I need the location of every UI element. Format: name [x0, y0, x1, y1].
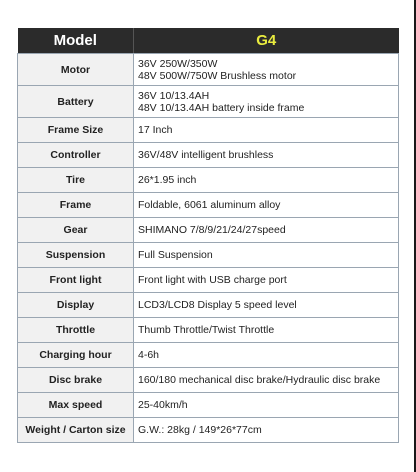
- table-row: [18, 218, 399, 243]
- table-row: [18, 118, 399, 143]
- row-value: [134, 118, 399, 143]
- row-value-line: SHIMANO 7/8/9/21/24/27speed: [138, 224, 286, 236]
- row-value-line: 160/180 mechanical disc brake/Hydraulic disc brake: [138, 374, 381, 386]
- row-value-line: 36V 10/13.4AH: [138, 89, 210, 102]
- row-value-line: Foldable, 6061 aluminum alloy: [138, 199, 281, 211]
- row-value: [134, 343, 399, 368]
- row-label: Suspension: [18, 243, 134, 268]
- row-label: Frame: [18, 193, 134, 218]
- row-label: Controller: [18, 143, 134, 168]
- row-value: [134, 368, 399, 393]
- table-row: [18, 193, 399, 218]
- table-row: [18, 268, 399, 293]
- row-value-line: Full Suspension: [138, 249, 213, 261]
- row-label: Gear: [18, 218, 134, 243]
- row-value-line: 48V 10/13.4AH battery inside frame: [138, 101, 305, 114]
- header-model-value: G4: [134, 28, 399, 54]
- row-value-line: G.W.: 28kg / 149*26*77cm: [138, 424, 262, 436]
- row-value: [134, 393, 399, 418]
- row-label: Weight / Carton size: [18, 418, 134, 443]
- header-model-label: Model: [18, 28, 134, 54]
- row-value: [134, 218, 399, 243]
- row-value-line: Front light with USB charge port: [138, 274, 287, 286]
- row-value-line: 17 Inch: [138, 124, 173, 136]
- row-value-line: 26*1.95 inch: [138, 174, 197, 186]
- table-row: [18, 418, 399, 443]
- row-value-line: 36V/48V intelligent brushless: [138, 149, 274, 161]
- table-row: [18, 54, 399, 86]
- row-label: Frame Size: [18, 118, 134, 143]
- table-row: [18, 293, 399, 318]
- row-label: Display: [18, 293, 134, 318]
- row-value-line: Thumb Throttle/Twist Throttle: [138, 324, 275, 336]
- row-value: [134, 86, 399, 118]
- table-row: [18, 243, 399, 268]
- row-value: [134, 418, 399, 443]
- table-row: [18, 393, 399, 418]
- row-label: Front light: [18, 268, 134, 293]
- table-row: [18, 318, 399, 343]
- row-value: [134, 168, 399, 193]
- row-value-line: 48V 500W/750W Brushless motor: [138, 69, 297, 82]
- row-label: Tire: [18, 168, 134, 193]
- row-value-line: 25-40km/h: [138, 399, 188, 411]
- row-label: Disc brake: [18, 368, 134, 393]
- row-value-line: 36V 250W/350W: [138, 57, 218, 70]
- spec-table: [17, 28, 399, 443]
- row-value: [134, 243, 399, 268]
- row-label: Max speed: [18, 393, 134, 418]
- row-value: [134, 143, 399, 168]
- row-value: [134, 54, 399, 86]
- table-row: [18, 343, 399, 368]
- row-value: [134, 318, 399, 343]
- row-value: [134, 293, 399, 318]
- row-value-line: 4-6h: [138, 349, 160, 361]
- table-row: [18, 168, 399, 193]
- row-label: Motor: [18, 54, 134, 86]
- row-value-line: LCD3/LCD8 Display 5 speed level: [138, 299, 297, 311]
- table-row: [18, 86, 399, 118]
- row-label: Battery: [18, 86, 134, 118]
- row-value: [134, 193, 399, 218]
- row-value: [134, 268, 399, 293]
- table-row: [18, 143, 399, 168]
- row-label: Throttle: [18, 318, 134, 343]
- table-row: [18, 368, 399, 393]
- header-row: [18, 28, 399, 54]
- row-label: Charging hour: [18, 343, 134, 368]
